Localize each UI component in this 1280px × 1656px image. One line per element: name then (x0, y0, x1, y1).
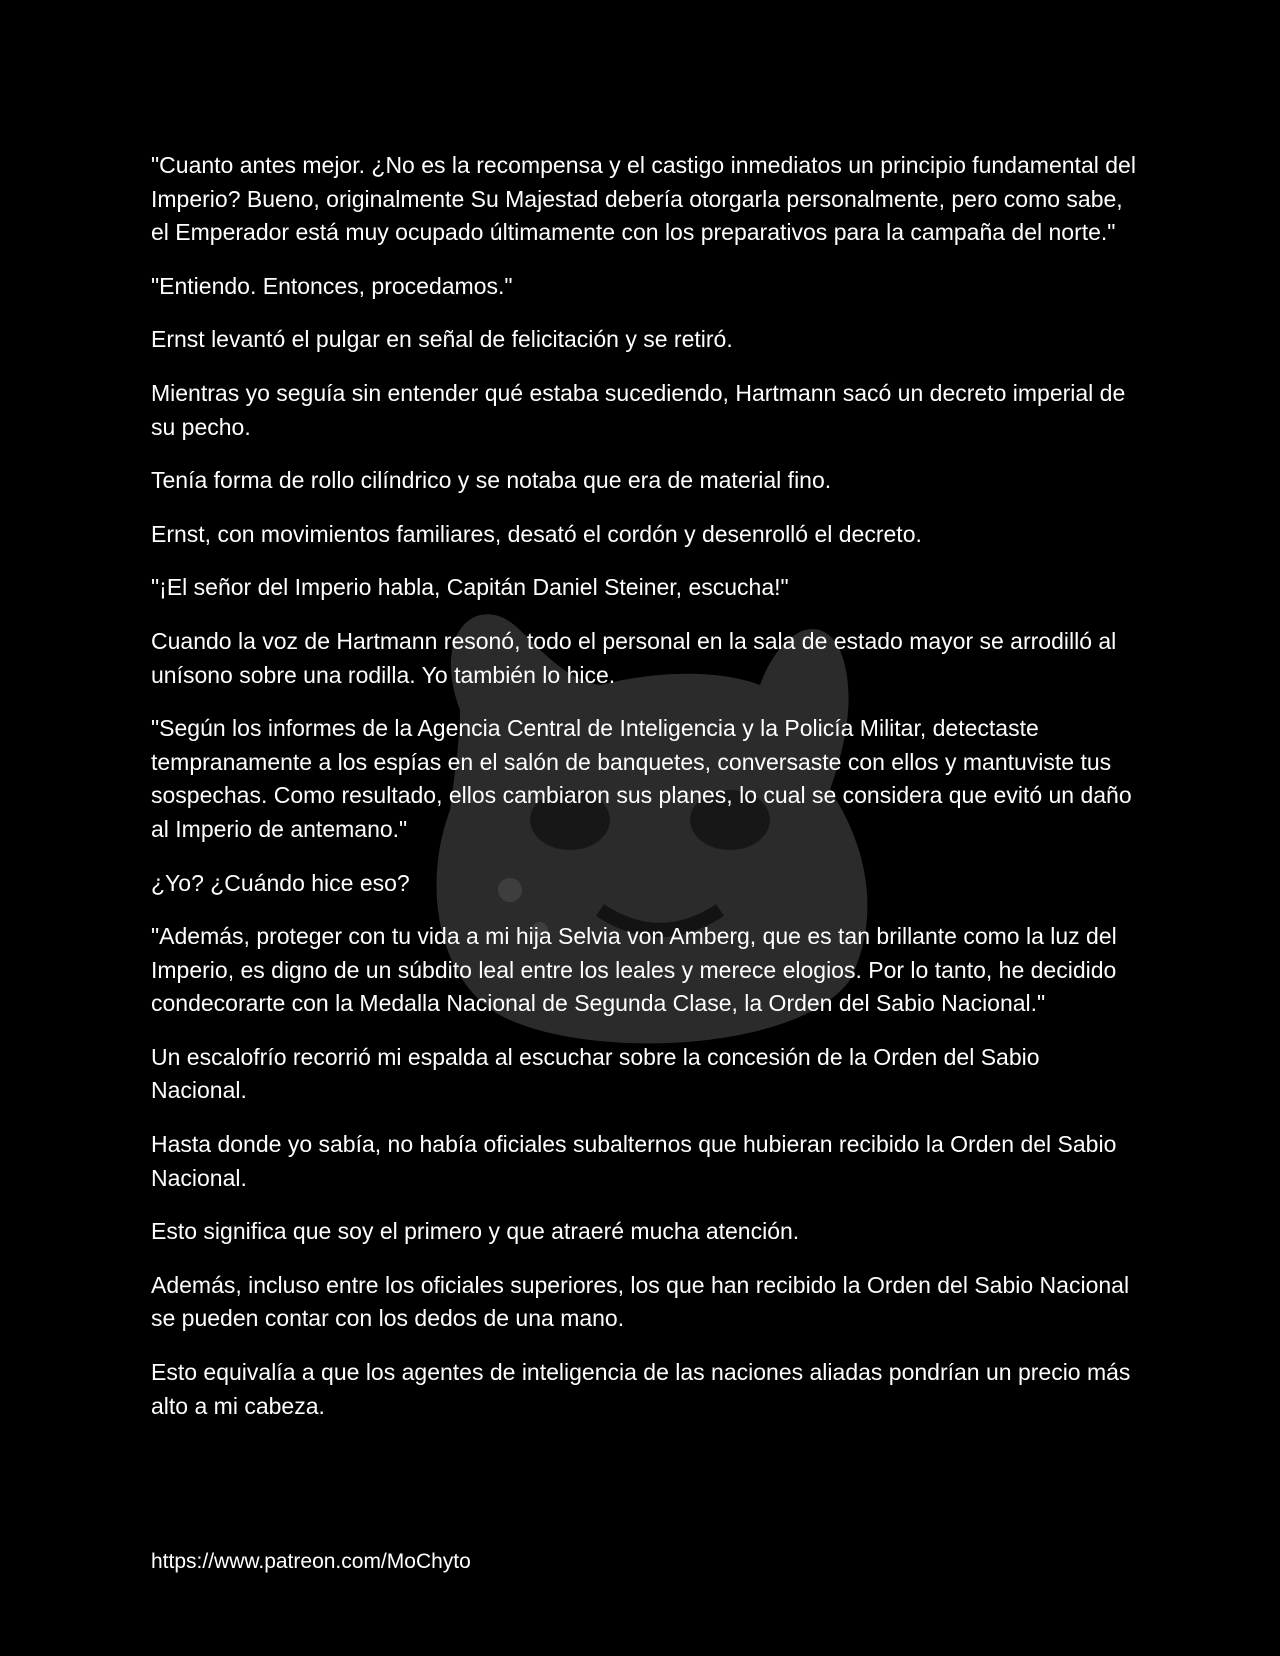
paragraph: "Además, proteger con tu vida a mi hija Selvia von Amberg, que es tan brillante como la luz del Imperio, es digno de un súbdito leal entre los leales y merece elogios. Por lo tanto, he decidido condecorarte con la Medalla Nacional de Segunda Clase, la Orden del Sabio Nacional." (151, 923, 1117, 1017)
paragraph: "Cuanto antes mejor. ¿No es la recompensa y el castigo inmediatos un principio fundamental del Imperio? Bueno, originalmente Su Majestad debería otorgarla personalmente, pero como sabe, el Emperador está muy ocupado últimamente con los preparativos para la campaña del norte." (151, 152, 1136, 246)
paragraph: Mientras yo seguía sin entender qué estaba sucediendo, Hartmann sacó un decreto imperial de su pecho. (151, 379, 1126, 440)
paragraph: Un escalofrío recorrió mi espalda al escuchar sobre la concesión de la Orden del Sabio Nacional. (151, 1043, 1040, 1104)
paragraph: Esto significa que soy el primero y que atraeré mucha atención. (151, 1218, 800, 1245)
paragraph: Esto equivalía a que los agentes de inteligencia de las naciones aliadas pondrían un precio más alto a mi cabeza. (151, 1359, 1131, 1419)
chapter-text (151, 149, 1136, 1443)
paragraph: Además, incluso entre los oficiales superiores, los que han recibido la Orden del Sabio Nacional se pueden contar con los dedos de una mano. (151, 1271, 1130, 1332)
paragraph: Ernst levantó el pulgar en señal de felicitación y se retiró. (151, 326, 733, 353)
paragraph: "Según los informes de la Agencia Central de Inteligencia y la Policía Militar, detectaste tempranamente a los espías en el salón de banquetes, conversaste con ellos y mantuviste tus sospechas. Como resultado, ellos cambiaron sus planes, lo cual se considera que evitó un daño al Imperio de antemano." (151, 715, 1132, 842)
patreon-link[interactable]: https://www.patreon.com/MoChyto (151, 1550, 471, 1573)
paragraph: Ernst, con movimientos familiares, desató el cordón y desenrolló el decreto. (151, 520, 922, 547)
paragraph: "Entiendo. Entonces, procedamos." (151, 272, 513, 299)
paragraph: "¡El señor del Imperio habla, Capitán Daniel Steiner, escucha!" (151, 574, 789, 601)
paragraph: Cuando la voz de Hartmann resonó, todo el personal en la sala de estado mayor se arrodilló al unísono sobre una rodilla. Yo también lo hice. (151, 627, 1117, 688)
paragraph: Hasta donde yo sabía, no había oficiales subalternos que hubieran recibido la Orden del Sabio Nacional. (151, 1131, 1117, 1191)
paragraph: ¿Yo? ¿Cuándo hice eso? (151, 869, 410, 896)
paragraph: Tenía forma de rollo cilíndrico y se notaba que era de material fino. (151, 467, 832, 494)
